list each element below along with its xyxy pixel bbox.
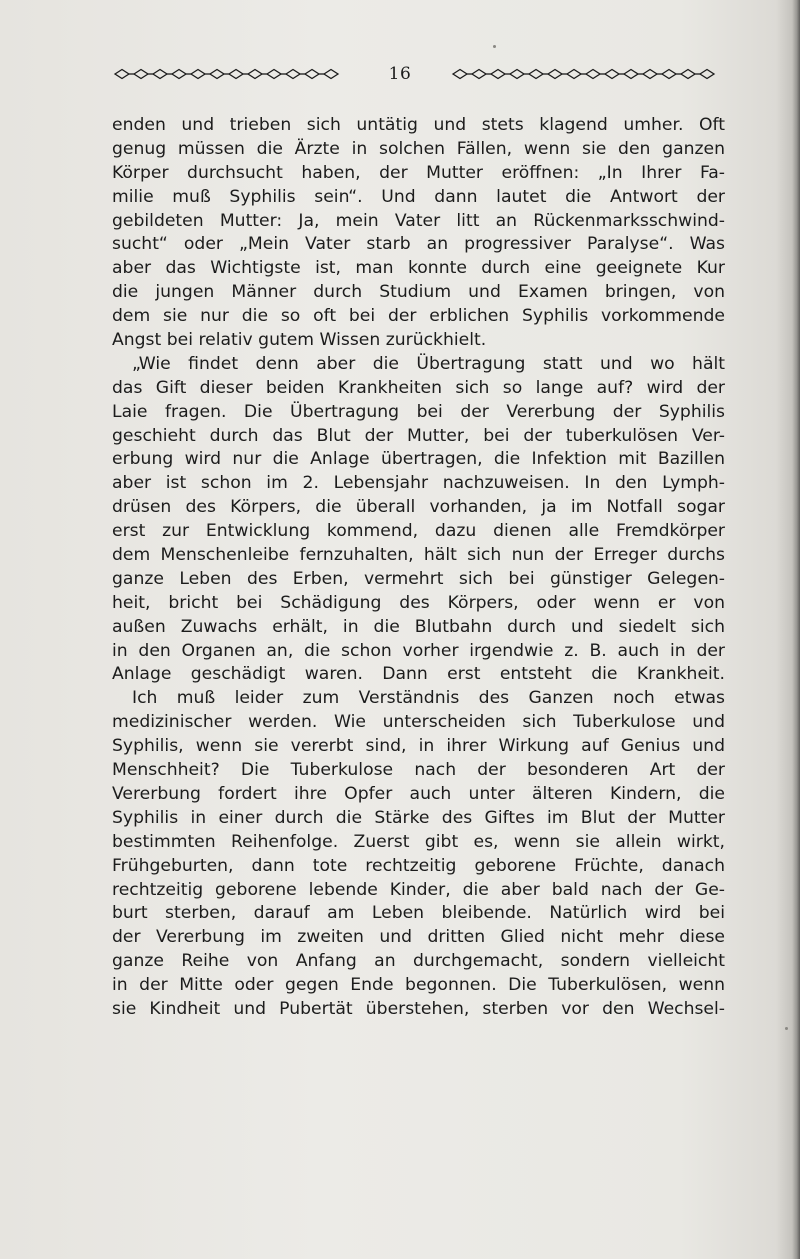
- text-line: die jungen Männer durch Studium und Examen bringen, von: [112, 282, 725, 303]
- ornament-diamond: [681, 70, 695, 79]
- ornament-diamond: [643, 70, 657, 79]
- text-line: sie Kindheit und Pubertät überstehen, sterben vor den Wechsel-: [112, 998, 725, 1019]
- ornament-diamond: [624, 70, 638, 79]
- text-line: ganze Leben des Erben, vermehrt sich bei günstiger Gelegen-: [112, 568, 725, 589]
- ornament-diamond: [529, 70, 543, 79]
- ornament-diamond: [586, 70, 600, 79]
- text-line: Laie fragen. Die Übertragung bei der Vererbung der Syphilis: [112, 401, 725, 422]
- ornament-diamond: [210, 70, 224, 79]
- text-line: rechtzeitig geborene lebende Kinder, die aber bald nach der Ge-: [112, 879, 725, 900]
- ornament-diamond: [286, 70, 300, 79]
- ornament-diamond: [267, 70, 281, 79]
- ornament-diamond: [229, 70, 243, 79]
- right-ornament: [450, 67, 722, 81]
- body-text: [112, 114, 725, 1022]
- paper-speck: [493, 45, 496, 48]
- ornament-diamond: [115, 70, 129, 79]
- text-line: in der Mitte oder gegen Ende begonnen. Die Tuberkulösen, wenn: [112, 975, 725, 996]
- text-line: Körper durchsucht haben, der Mutter eröffnen: „In Ihrer Fa-: [112, 162, 725, 183]
- ornament-diamond: [191, 70, 205, 79]
- ornament-diamond: [605, 70, 619, 79]
- text-line: Ich muß leider zum Verständnis des Ganzen noch etwas: [132, 688, 725, 709]
- ornament-diamond: [324, 70, 338, 79]
- text-line: dem Menschenleibe fernzuhalten, hält sich nun der Erreger durchs: [112, 545, 725, 566]
- text-line: dem sie nur die so oft bei der erblichen Syphilis vorkommende: [112, 306, 725, 327]
- text-line: genug müssen die Ärzte in solchen Fällen, wenn sie den ganzen: [112, 138, 725, 159]
- ornament-diamond: [567, 70, 581, 79]
- ornament-diamond: [662, 70, 676, 79]
- text-line: geschieht durch das Blut der Mutter, bei der tuberkulösen Ver-: [112, 425, 725, 446]
- ornament-diamond: [453, 70, 467, 79]
- text-line: in den Organen an, die schon vorher irgendwie z. B. auch in der: [112, 640, 725, 661]
- paper-speck: [785, 1027, 788, 1030]
- ornament-diamond: [305, 70, 319, 79]
- text-line: enden und trieben sich untätig und stets klagend umher. Oft: [112, 115, 725, 135]
- page-edge-shadow: [792, 0, 800, 1259]
- ornament-diamond: [248, 70, 262, 79]
- text-line: medizinischer werden. Wie unterscheiden sich Tuberkulose und: [112, 712, 725, 733]
- text-line: Syphilis in einer durch die Stärke des Giftes im Blut der Mutter: [112, 807, 725, 828]
- text-line: burt sterben, darauf am Leben bleibende. Natürlich wird bei: [112, 903, 725, 924]
- text-line: der Vererbung im zweiten und dritten Glied nicht mehr diese: [112, 927, 725, 948]
- text-line: erst zur Entwicklung kommend, dazu dienen alle Fremdkörper: [112, 521, 725, 542]
- text-line: Syphilis, wenn sie vererbt sind, in ihrer Wirkung auf Genius und: [112, 736, 725, 757]
- ornament-diamond: [153, 70, 167, 79]
- text-line: Vererbung fordert ihre Opfer auch unter älteren Kindern, die: [112, 783, 725, 804]
- page-number: 16: [388, 64, 412, 84]
- ornament-diamond: [700, 70, 714, 79]
- text-line: ganze Reihe von Anfang an durchgemacht, sondern vielleicht: [112, 951, 725, 972]
- ornament-diamond: [472, 70, 486, 79]
- text-line: Anlage geschädigt waren. Dann erst entsteht die Krankheit.: [112, 664, 725, 685]
- text-line: Menschheit? Die Tuberkulose nach der besonderen Art der: [112, 760, 725, 781]
- text-line: außen Zuwachs erhält, in die Blutbahn durch und siedelt sich: [112, 616, 725, 637]
- text-line: Frühgeburten, dann tote rechtzeitig geborene Früchte, danach: [112, 855, 725, 876]
- text-line: bestimmten Reihenfolge. Zuerst gibt es, wenn sie allein wirkt,: [112, 831, 725, 852]
- text-line: sucht“ oder „Mein Vater starb an progressiver Paralyse“. Was: [112, 234, 725, 255]
- text-line: aber das Wichtigste ist, man konnte durch eine geeignete Kur: [112, 258, 725, 279]
- text-line: Angst bei relativ gutem Wissen zurückhielt.: [112, 330, 487, 351]
- text-line: das Gift dieser beiden Krankheiten sich so lange auf? wird der: [112, 377, 725, 398]
- ornament-diamond: [172, 70, 186, 79]
- ornament-diamond: [548, 70, 562, 79]
- left-ornament: [112, 67, 350, 81]
- text-line: „Wie findet denn aber die Übertragung statt und wo hält: [132, 353, 725, 374]
- text-line: aber ist schon im 2. Lebensjahr nachzuweisen. In den Lymph-: [112, 473, 725, 494]
- text-line: drüsen des Körpers, die überall vorhanden, ja im Notfall sogar: [112, 497, 725, 518]
- ornament-diamond: [491, 70, 505, 79]
- ornament-diamond: [134, 70, 148, 79]
- ornament-diamond: [510, 70, 524, 79]
- text-line: heit, bricht bei Schädigung des Körpers, oder wenn er von: [112, 592, 725, 613]
- text-line: gebildeten Mutter: Ja, mein Vater litt an Rückenmarksschwind-: [112, 210, 725, 231]
- text-line: milie muß Syphilis sein“. Und dann lautet die Antwort der: [112, 186, 725, 207]
- running-header: [112, 62, 722, 86]
- text-line: erbung wird nur die Anlage übertragen, die Infektion mit Bazillen: [112, 449, 725, 470]
